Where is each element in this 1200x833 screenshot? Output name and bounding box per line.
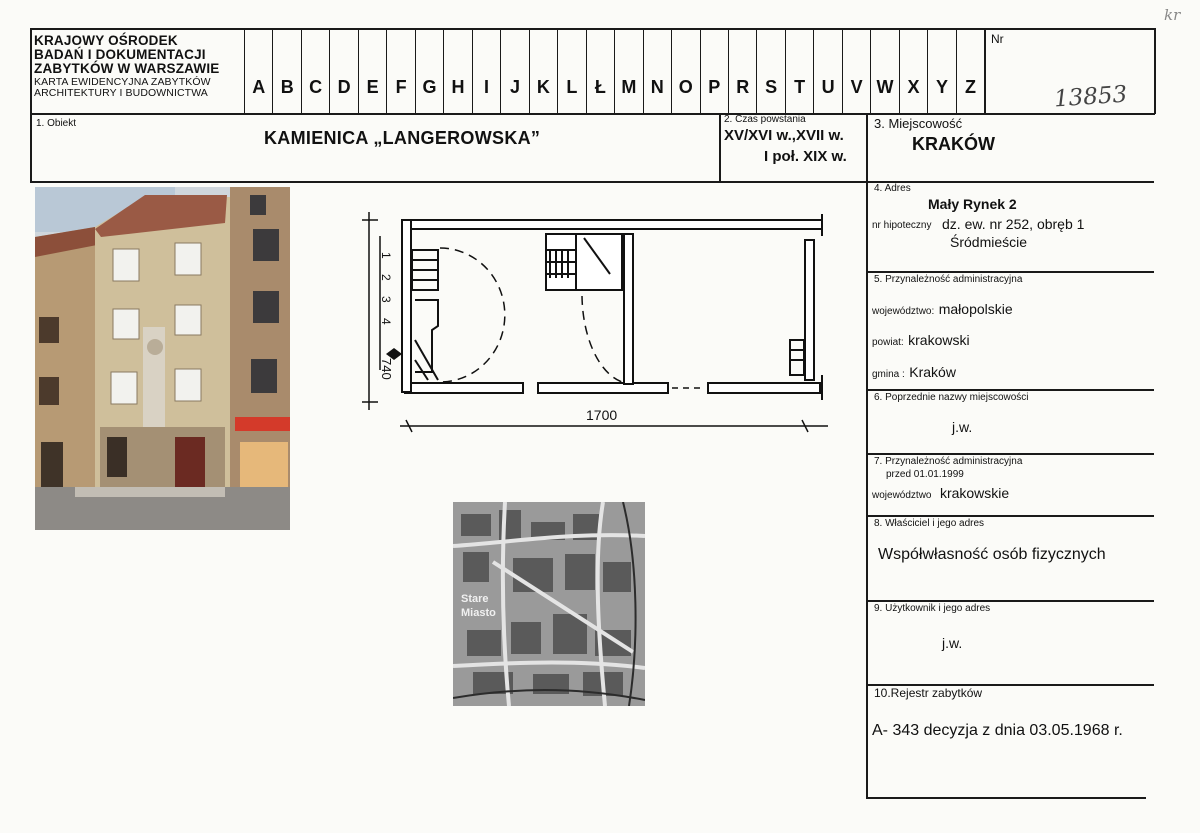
poprzednie-label: 6. Poprzednie nazwy miejscowości xyxy=(874,392,1029,403)
header-bottom-border xyxy=(30,113,1155,115)
miejscowosc-label: 3. Miejscowość xyxy=(874,116,963,131)
plan-floor-label-4: 4 xyxy=(379,318,393,325)
letter-cell: M xyxy=(614,28,642,113)
wlasciciel-value: Współwłasność osób fizycznych xyxy=(878,546,1106,563)
letter-cell: U xyxy=(813,28,841,113)
org-line-2: BADAŃ I DOKUMENTACJI xyxy=(34,47,206,63)
building-photo xyxy=(35,187,290,530)
inventory-number: 13853 xyxy=(1053,81,1128,113)
gmina-value: Kraków xyxy=(909,364,956,380)
przyn1999-label-1: 7. Przynależność administracyjna xyxy=(874,456,1023,467)
sep-bottom xyxy=(866,797,1146,799)
rejestr-label: 10.Rejestr zabytków xyxy=(874,686,983,700)
obiekt-value: KAMIENICA „LANGEROWSKA” xyxy=(264,128,541,148)
letter-cell: L xyxy=(557,28,585,113)
plan-width-dimension: 1700 xyxy=(586,407,618,423)
floor-plan xyxy=(350,200,840,440)
wlasciciel-label: 8. Właściciel i jego adres xyxy=(874,518,985,529)
woj1999-value: krakowskie xyxy=(939,485,1010,501)
sep-wlasciciel xyxy=(866,515,1154,517)
czas-label: 2. Czas powstania xyxy=(724,114,806,125)
letter-cell: H xyxy=(443,28,471,113)
org-line-4: KARTA EWIDENCYJNA ZABYTKÓW xyxy=(34,75,211,88)
letter-cell: S xyxy=(756,28,784,113)
letter-cell: B xyxy=(272,28,300,113)
letter-cell: D xyxy=(329,28,357,113)
org-line-1: KRAJOWY OŚRODEK xyxy=(34,33,178,48)
czas-line-1: XV/XVI w.,XVII w. xyxy=(724,127,844,144)
letter-cell: Y xyxy=(927,28,955,113)
gmina-row xyxy=(872,364,956,382)
organization-block xyxy=(34,34,244,99)
uzytkownik-label: 9. Użytkownik i jego adres xyxy=(874,603,991,614)
wojewodztwo-value: małopolskie xyxy=(938,301,1013,317)
letter-cell: I xyxy=(472,28,500,113)
letter-cell: J xyxy=(500,28,528,113)
plan-floor-label-1: 1 xyxy=(379,252,393,259)
letter-cell: F xyxy=(386,28,414,113)
gmina-label: gmina : xyxy=(872,369,905,380)
woj1999-row xyxy=(872,485,1009,503)
uzytkownik-value: j.w. xyxy=(942,635,963,651)
map-label-line-2: Miasto xyxy=(461,607,496,619)
powiat-label: powiat: xyxy=(872,337,904,348)
corner-mark: kr xyxy=(1164,6,1181,24)
row2-bottom-border xyxy=(30,181,868,183)
czas-left-border xyxy=(719,113,721,181)
alphabet-index-row xyxy=(244,28,984,113)
plan-depth-dimension: 740 xyxy=(379,358,394,380)
adres-label: 4. Adres xyxy=(874,183,911,194)
letter-cell: K xyxy=(529,28,557,113)
powiat-row xyxy=(872,332,970,350)
header-left-border xyxy=(30,28,32,183)
powiat-value: krakowski xyxy=(908,332,970,348)
adres-value: Mały Rynek 2 xyxy=(928,196,1017,212)
plan-floor-label-2: 2 xyxy=(379,274,393,281)
sep-poprzednie xyxy=(866,389,1154,391)
obiekt-label: 1. Obiekt xyxy=(36,118,77,129)
nr-label: Nr xyxy=(991,32,1004,46)
sep-uzytkownik xyxy=(866,600,1154,602)
letter-cell: O xyxy=(671,28,699,113)
letter-cell: N xyxy=(643,28,671,113)
right-column-border xyxy=(866,113,868,798)
letter-cell: X xyxy=(899,28,927,113)
letter-cell: E xyxy=(358,28,386,113)
sep-przyn1999 xyxy=(866,453,1154,455)
map-label-line-1: Stare xyxy=(461,593,489,605)
org-line-3: ZABYTKÓW W WARSZAWIE xyxy=(34,61,220,77)
org-line-5: ARCHITEKTURY I BUDOWNICTWA xyxy=(34,86,208,99)
nr-left-border xyxy=(984,28,986,114)
building-photo-image xyxy=(35,187,290,530)
location-map xyxy=(453,502,645,706)
wojewodztwo-label: województwo: xyxy=(872,306,935,317)
rejestr-value: A- 343 decyzja z dnia 03.05.1968 r. xyxy=(872,722,1123,739)
hipoteczny-label: nr hipoteczny xyxy=(872,220,932,231)
plan-floor-label-3: 3 xyxy=(379,296,393,303)
letter-cell: W xyxy=(870,28,898,113)
sep-przynaleznosc xyxy=(866,271,1154,273)
nr-right-border xyxy=(1154,28,1156,114)
letter-cell: A xyxy=(244,28,272,113)
floor-plan-drawing xyxy=(350,200,840,440)
letter-cell: V xyxy=(842,28,870,113)
miejscowosc-value: KRAKÓW xyxy=(912,134,995,154)
przynaleznosc-label: 5. Przynależność administracyjna xyxy=(874,274,1023,285)
location-map-image xyxy=(453,502,645,706)
hipoteczny-value: dz. ew. nr 252, obręb 1 xyxy=(942,216,1085,232)
letter-cell: T xyxy=(785,28,813,113)
letter-cell: Ł xyxy=(586,28,614,113)
dzielnica-value: Śródmieście xyxy=(950,234,1028,250)
letter-cell: P xyxy=(700,28,728,113)
woj1999-label: województwo xyxy=(872,490,932,501)
wojewodztwo-row xyxy=(872,301,1013,319)
przyn1999-label-2: przed 01.01.1999 xyxy=(886,469,964,480)
letter-cell: C xyxy=(301,28,329,113)
letter-cell: R xyxy=(728,28,756,113)
letter-cell: G xyxy=(415,28,443,113)
czas-line-2: I poł. XIX w. xyxy=(764,148,847,165)
poprzednie-value: j.w. xyxy=(952,419,973,435)
letter-cell: Z xyxy=(956,28,984,113)
